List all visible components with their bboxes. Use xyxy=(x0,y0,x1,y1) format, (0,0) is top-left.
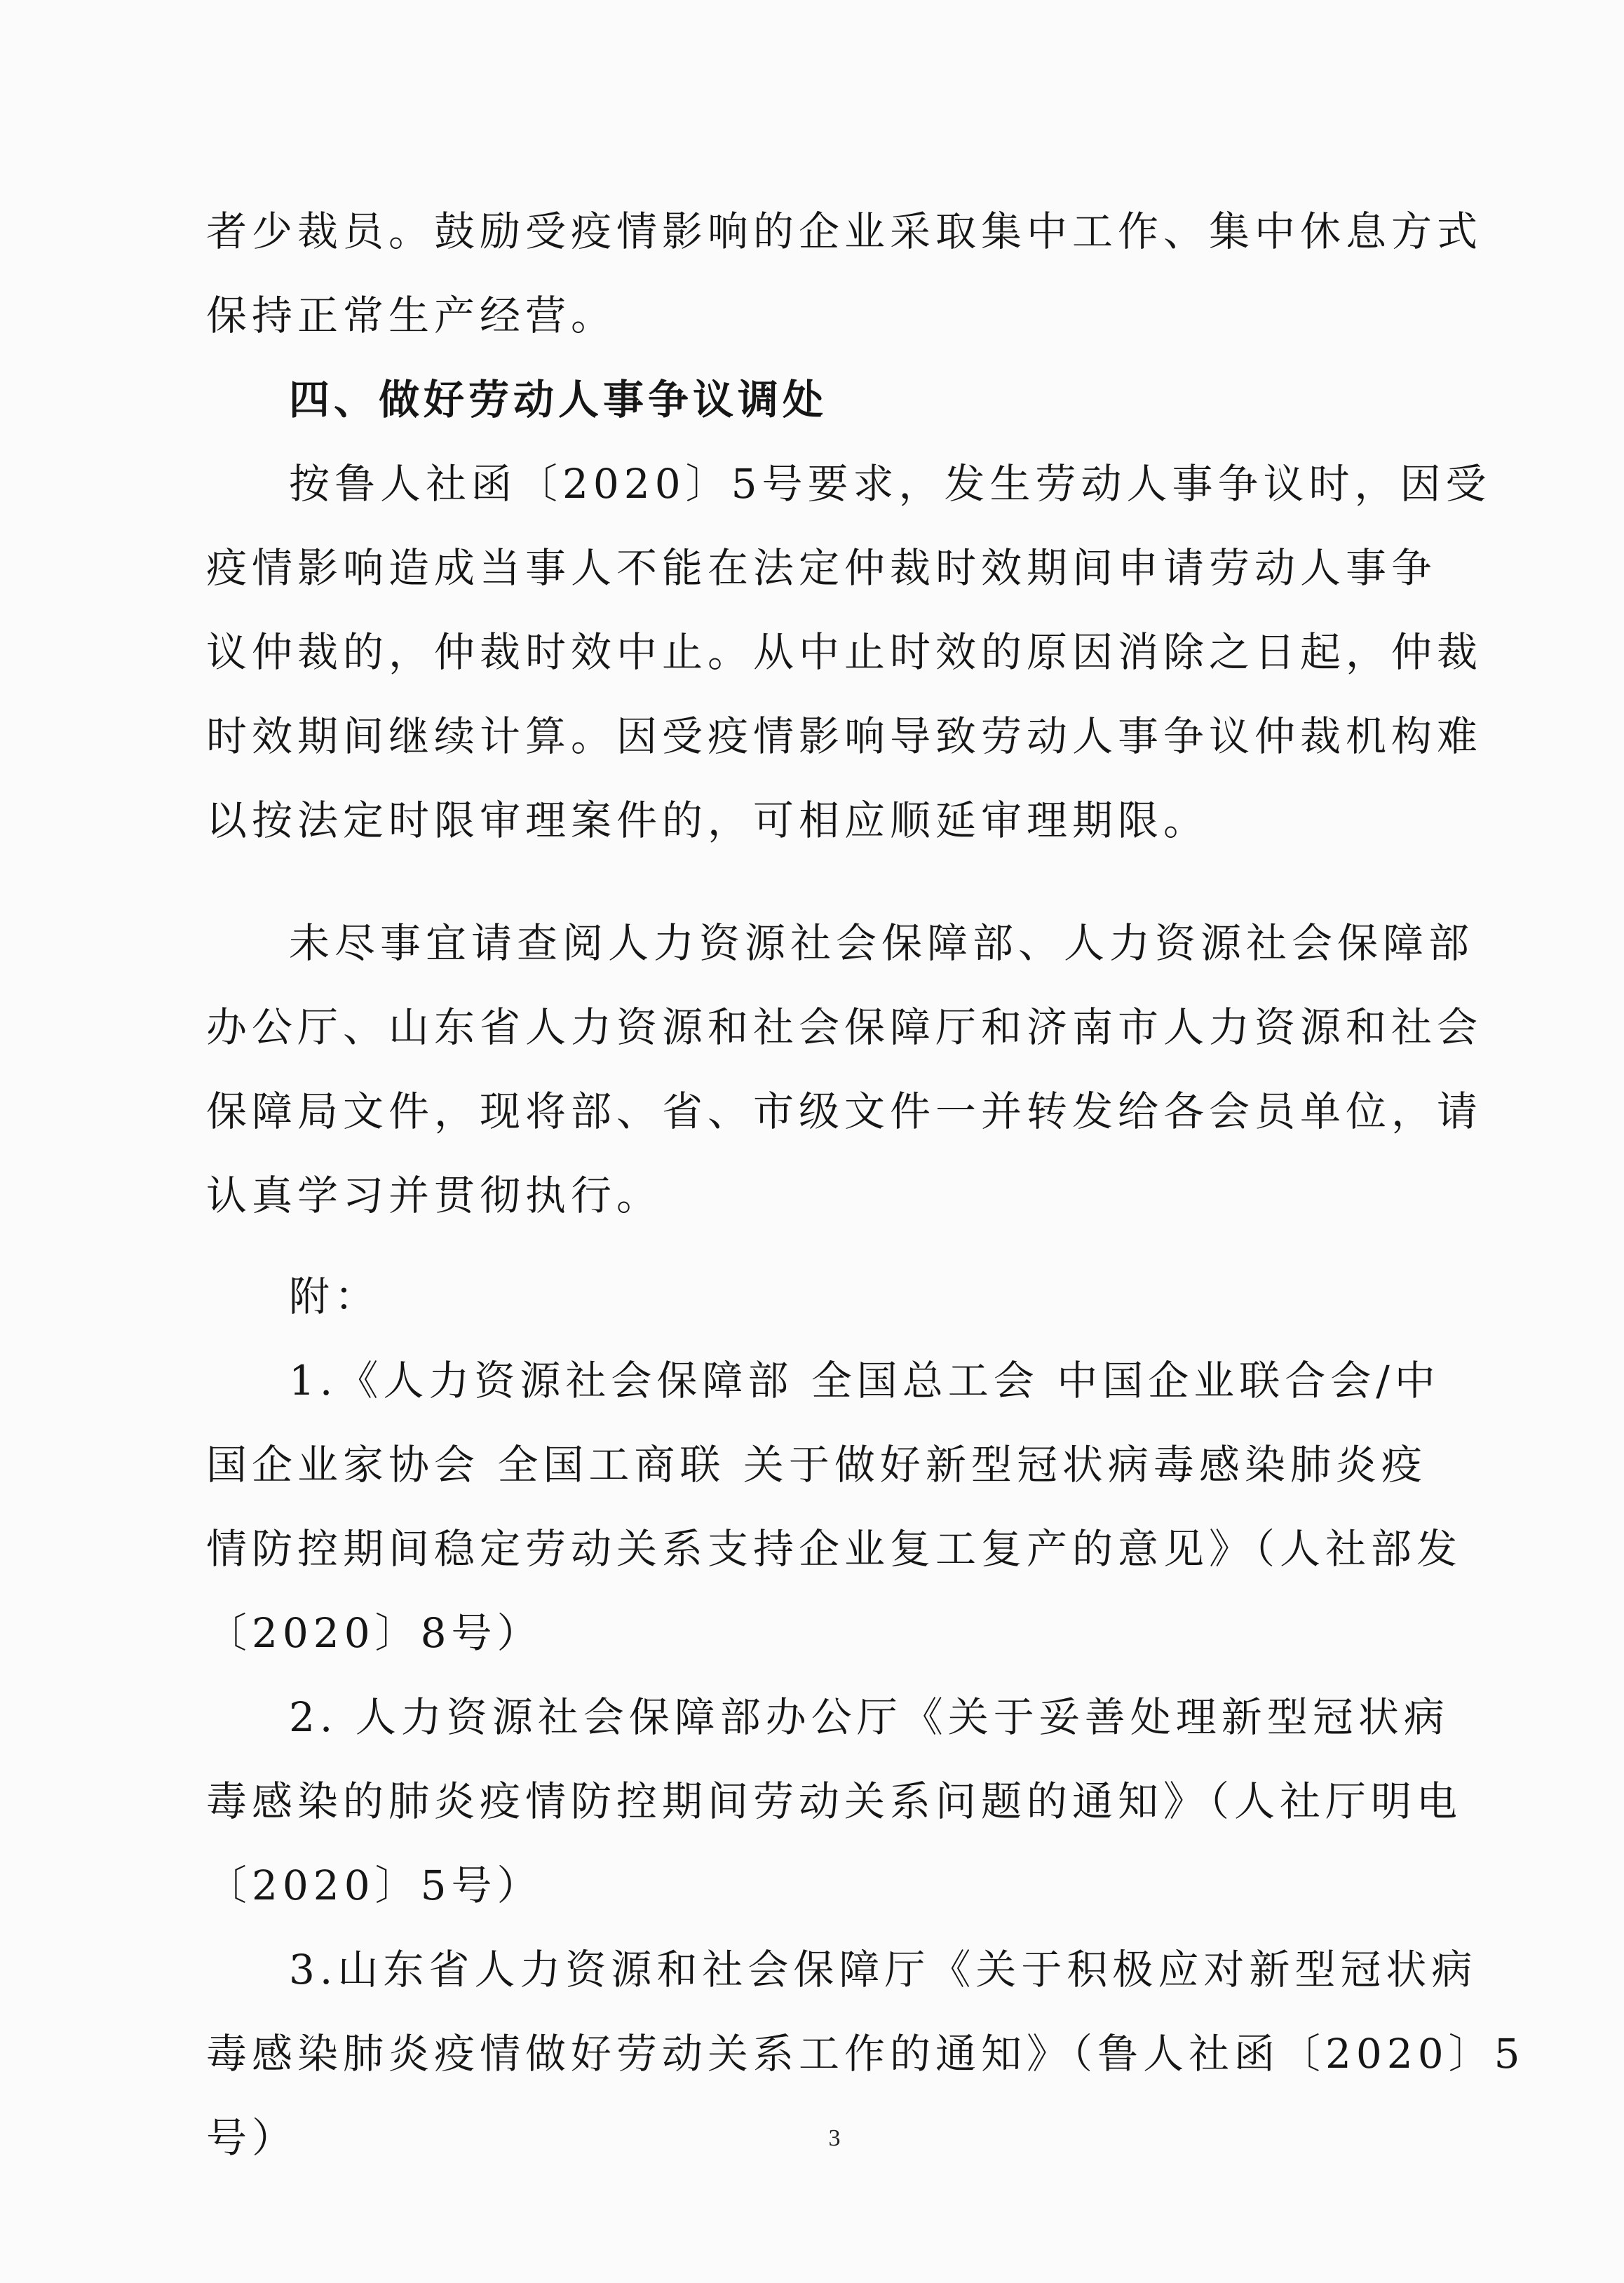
attachment-line: 毒感染的肺炎疫情防控期间劳动关系问题的通知》（人社厅明电 xyxy=(206,1777,1463,1825)
body-line: 保障局文件，现将部、省、市级文件一并转发给各会员单位，请 xyxy=(206,1088,1483,1135)
body-line: 以按法定时限审理案件的，可相应顺延审理期限。 xyxy=(206,797,1210,844)
body-line: 者少裁员。鼓励受疫情影响的企业采取集中工作、集中休息方式 xyxy=(206,208,1483,255)
body-line: 议仲裁的，仲裁时效中止。从中止时效的原因消除之日起，仲裁 xyxy=(206,628,1483,676)
attachment-line: 号） xyxy=(206,2114,298,2162)
attachment-line: 2. 人力资源社会保障部办公厅《关于妥善处理新型冠状病 xyxy=(289,1693,1449,1741)
attachments-label: 附： xyxy=(289,1273,381,1320)
body-line: 认真学习并贯彻执行。 xyxy=(206,1172,663,1219)
attachment-line: 情防控期间稳定劳动关系支持企业复工复产的意见》（人社部发 xyxy=(206,1525,1463,1573)
closing-paragraph xyxy=(206,901,1483,1238)
attachment-line: 3.山东省人力资源和社会保障厅《关于积极应对新型冠状病 xyxy=(289,1946,1477,1993)
attachment-line: 〔2020〕8号） xyxy=(206,1609,543,1657)
body-line: 时效期间继续计算。因受疫情影响导致劳动人事争议仲裁机构难 xyxy=(206,712,1483,760)
section-heading: 四、做好劳动人事争议调处 xyxy=(289,376,828,424)
body-line: 按鲁人社函〔2020〕5号要求，发生劳动人事争议时，因受 xyxy=(289,460,1491,508)
attachment-line: 国企业家协会 全国工商联 关于做好新型冠状病毒感染肺炎疫 xyxy=(206,1441,1427,1489)
attachment-line: 〔2020〕5号） xyxy=(206,1862,543,1909)
body-line: 办公厅、山东省人力资源和社会保障厅和济南市人力资源和社会 xyxy=(206,1003,1483,1051)
body-line: 疫情影响造成当事人不能在法定仲裁时效期间申请劳动人事争 xyxy=(206,544,1437,592)
body-line: 保持正常生产经营。 xyxy=(206,292,617,339)
attachment-line: 1.《人力资源社会保障部 全国总工会 中国企业联合会/中 xyxy=(289,1357,1440,1404)
attachment-line: 毒感染肺炎疫情做好劳动关系工作的通知》（鲁人社函〔2020〕5 xyxy=(206,2030,1525,2078)
document-body-top xyxy=(206,189,1491,862)
attachments-section xyxy=(206,1254,1525,2180)
page-number: 3 xyxy=(828,2125,841,2151)
body-line: 未尽事宜请查阅人力资源社会保障部、人力资源社会保障部 xyxy=(289,919,1475,967)
